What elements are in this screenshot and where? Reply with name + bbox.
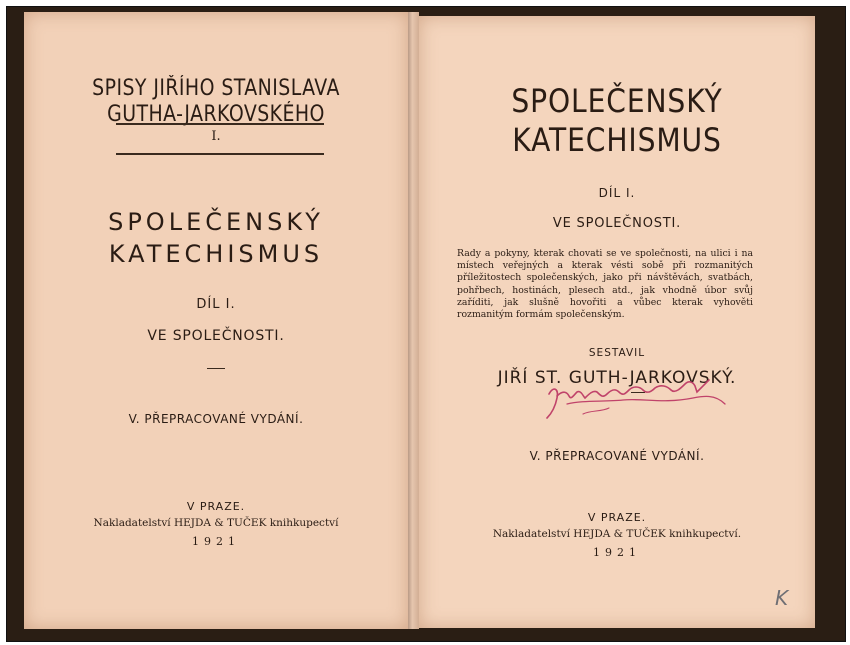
left-title-line-2: KATECHISMUS bbox=[108, 240, 324, 268]
right-title-line-1: SPOLEČENSKÝ bbox=[511, 82, 723, 120]
compiled-by-label: SESTAVIL bbox=[588, 347, 646, 359]
pencil-mark: K bbox=[775, 586, 789, 610]
series-line-2: GUTHA-JARKOVSKÉHO bbox=[107, 102, 325, 127]
left-edition: V. PŘEPRACOVANÉ VYDÁNÍ. bbox=[128, 412, 304, 426]
series-line-1: SPISY JIŘÍHO STANISLAVA bbox=[92, 76, 340, 101]
left-divider bbox=[207, 368, 225, 369]
series-number: I. bbox=[211, 129, 221, 144]
left-title-line-1: SPOLEČENSKÝ bbox=[108, 208, 324, 236]
left-page bbox=[24, 12, 408, 629]
series-rule-bottom bbox=[116, 153, 324, 155]
right-publisher: Nakladatelství HEJDA & TUČEK knihkupectví. bbox=[492, 528, 742, 540]
left-year: 1921 bbox=[192, 535, 240, 548]
right-edition: V. PŘEPRACOVANÉ VYDÁNÍ. bbox=[529, 449, 705, 463]
right-city: V PRAZE. bbox=[587, 511, 647, 524]
handwritten-signature bbox=[543, 374, 733, 426]
book-gutter bbox=[408, 12, 419, 629]
right-part: DÍL I. bbox=[598, 186, 636, 200]
left-part: DÍL I. bbox=[196, 297, 236, 312]
right-page bbox=[419, 16, 815, 628]
left-publisher: Nakladatelství HEJDA & TUČEK knihkupectví bbox=[93, 517, 339, 529]
left-city: V PRAZE. bbox=[186, 500, 246, 513]
author-name: JIŘÍ ST. GUTH-JARKOVSKÝ. bbox=[497, 368, 737, 388]
series-rule-top bbox=[116, 123, 324, 125]
right-year: 1921 bbox=[593, 546, 641, 559]
description-paragraph: Rady a pokyny, kterak chovati se ve společnosti, na ulici i na místech veřejných a kterak vésti sobě při rozmanitých příležitostech společenských, jako při návštěvách, svatbách, pohřbech, hostinách, plesech atd., jak vhodně úbor svůj zaříditi, jak slušně hovořiti a vůbec kterak vyhověti rozmanitým formám společenským. bbox=[457, 248, 753, 321]
left-subtitle: VE SPOLEČNOSTI. bbox=[147, 328, 285, 344]
right-title-line-2: KATECHISMUS bbox=[512, 121, 722, 159]
right-subtitle: VE SPOLEČNOSTI. bbox=[552, 216, 682, 231]
